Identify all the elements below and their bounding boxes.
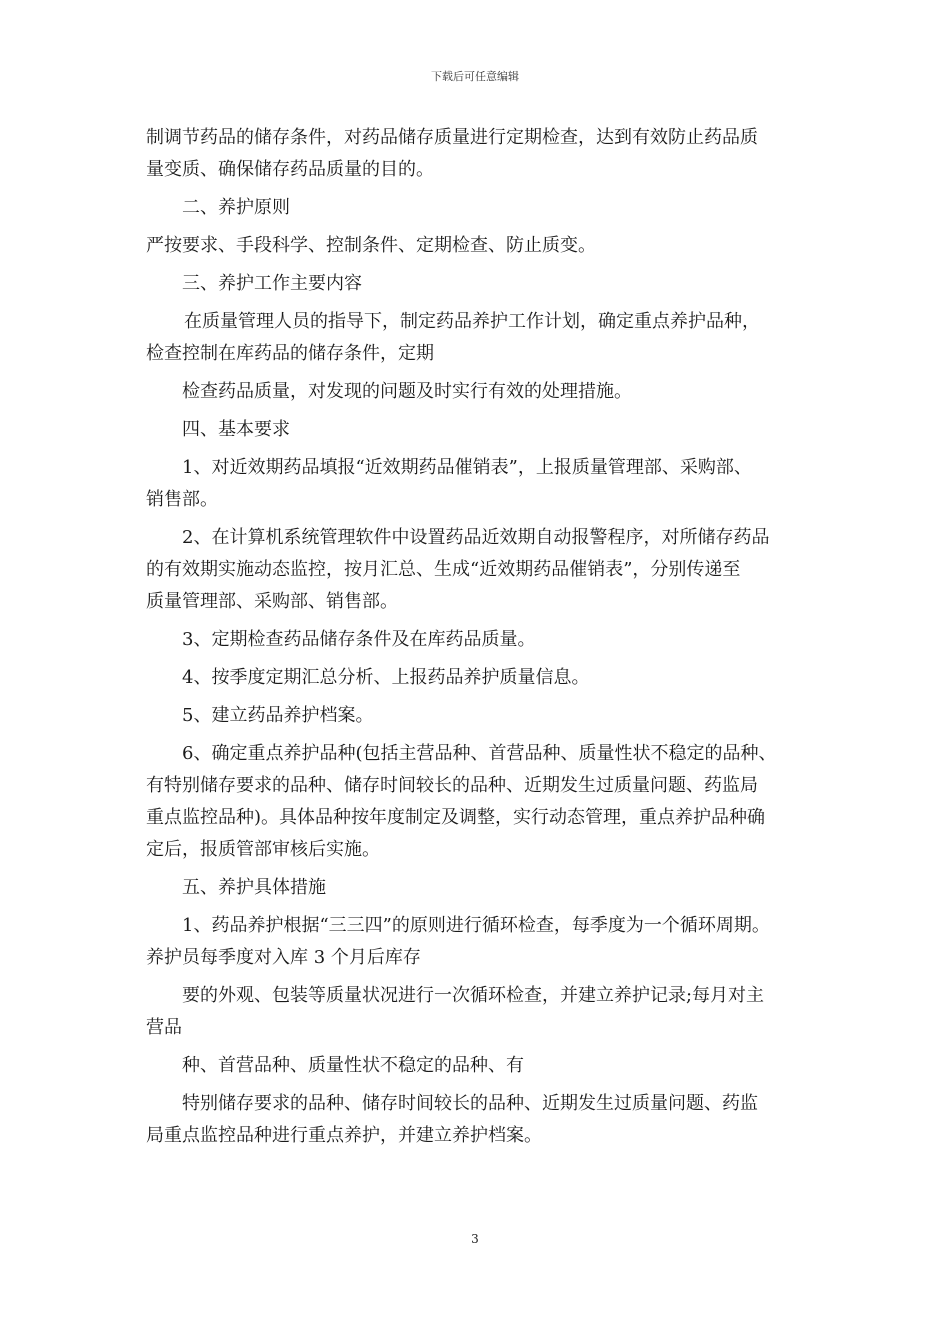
paragraph-line: 局重点监控品种进行重点养护，并建立养护档案。: [146, 1125, 542, 1146]
paragraph-line: 5、建立药品养护档案。: [182, 705, 374, 726]
paragraph-line: 4、按季度定期汇总分析、上报药品养护质量信息。: [182, 667, 590, 688]
section-heading: 二、养护原则: [182, 197, 290, 218]
paragraph-line: 3、定期检查药品储存条件及在库药品质量。: [182, 629, 536, 650]
paragraph-line: 6、确定重点养护品种(包括主营品种、首营品种、质量性状不稳定的品种、: [182, 743, 777, 764]
paragraph-line: 有特别储存要求的品种、储存时间较长的品种、近期发生过质量问题、药监局: [146, 775, 758, 796]
page-header: 下载后可任意编辑: [431, 70, 519, 83]
paragraph-line: 检查药品质量，对发现的问题及时实行有效的处理措施。: [182, 381, 632, 402]
section-heading: 四、基本要求: [182, 419, 290, 440]
paragraph-line: 销售部。: [146, 489, 218, 510]
paragraph-line: 的有效期实施动态监控，按月汇总、生成“近效期药品催销表”，分别传递至: [146, 559, 741, 580]
paragraph-line: 定后，报质管部审核后实施。: [146, 839, 380, 860]
paragraph-line: 营品: [146, 1017, 182, 1038]
paragraph-line: 1、药品养护根据“三三四”的原则进行循环检查，每季度为一个循环周期。: [182, 915, 770, 936]
paragraph-line: 质量管理部、采购部、销售部。: [146, 591, 398, 612]
section-heading: 三、养护工作主要内容: [182, 273, 362, 294]
paragraph-line: 检查控制在库药品的储存条件，定期: [146, 343, 434, 364]
paragraph-line: 量变质、确保储存药品质量的目的。: [146, 159, 434, 180]
paragraph-line: 种、首营品种、质量性状不稳定的品种、有: [182, 1055, 524, 1076]
paragraph-line: 制调节药品的储存条件，对药品储存质量进行定期检查，达到有效防止药品质: [146, 127, 758, 148]
paragraph-line: 要的外观、包装等质量状况进行一次循环检查，并建立养护记录;每月对主: [182, 985, 765, 1006]
paragraph-line: 严按要求、手段科学、控制条件、定期检查、防止质变。: [146, 235, 596, 256]
paragraph-line: 2、在计算机系统管理软件中设置药品近效期自动报警程序，对所储存药品: [182, 527, 770, 548]
section-heading: 五、养护具体措施: [182, 877, 326, 898]
paragraph-line: 在质量管理人员的指导下，制定药品养护工作计划，确定重点养护品种，: [184, 311, 760, 332]
document-body: [146, 122, 812, 1152]
paragraph-line: 重点监控品种)。具体品种按年度制定及调整，实行动态管理，重点养护品种确: [146, 807, 766, 828]
paragraph-line: 特别储存要求的品种、储存时间较长的品种、近期发生过质量问题、药监: [182, 1093, 758, 1114]
paragraph-line: 养护员每季度对入库 3 个月后库存: [146, 947, 421, 968]
paragraph-line: 1、对近效期药品填报“近效期药品催销表”，上报质量管理部、采购部、: [182, 457, 752, 478]
page-number: 3: [471, 1232, 479, 1246]
